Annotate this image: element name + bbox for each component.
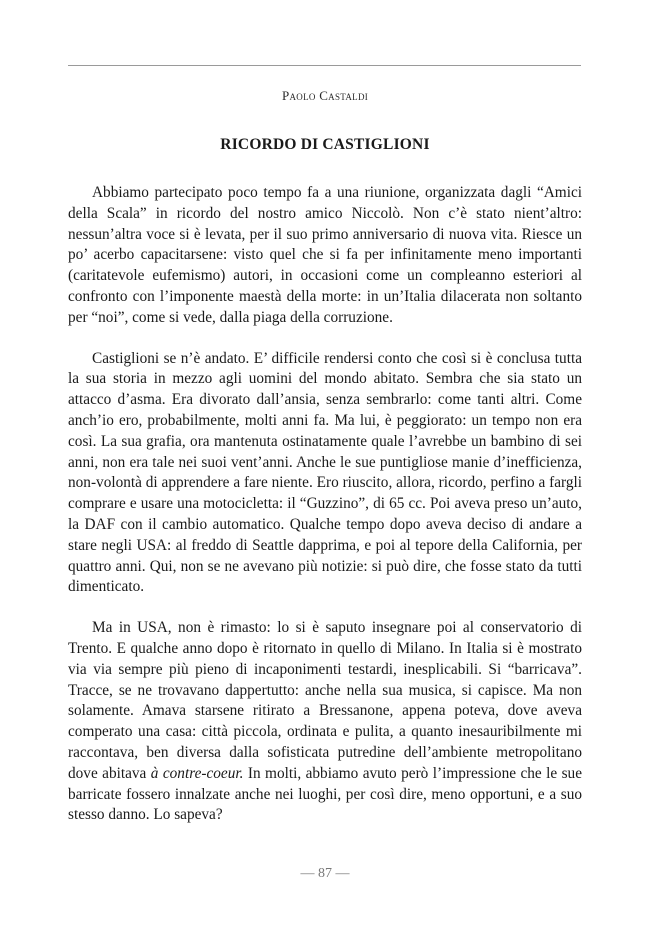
paragraph-text: Ma in USA, non è rimasto: lo si è saputo insegnare poi al conservatorio di Trento. E qualche anno dopo è ritornato in quello di Milano. In Italia si è mostrato via via sempre più pieno di incaponimenti testardi, inesplicabili. Si “barricava”. Tracce, se ne trovavano dappertutto: anche nella sua musica, si capisce. Ma non solamente. Amava starsene ritirato a Bressanone, appena poteva, dove aveva comperato una casa: città piccola, ordinata e pulita, a quanto inesauribilmente mi raccontava, ben diversa dalla sofisticata putredine dell’ambiente metropolitano dove abitava xyxy=(68,619,582,782)
paragraph-3 xyxy=(68,618,582,826)
paragraph-text: Castiglioni se n’è andato. E’ difficile rendersi conto che così si è conclusa tutta la sua storia in mezzo agli uomini del mondo abitato. Sembra che sia stato un attacco d’asma. Era divorato dall’ansia, senza sembrarlo: come tanti altri. Come anch’io ero, probabilmente, molti anni fa. Ma lui, è peggiorato: un tempo non era così. La sua grafia, ora mantenuta ostinatamente quale l’avrebbe un bambino di sei anni, non era tale nei suoi vent’anni. Anche le sue puntigliose manie d’inefficienza, non-volontà di apprendere a fare niente. Ero riuscito, allora, ricordo, perfino a fargli comprare e usare una motocicletta: il “Guzzino”, di 65 cc. Poi aveva preso un’auto, la DAF con il cambio automatico. Qualche tempo dopo aveva deciso di andare a stare negli USA: al freddo di Seattle dapprima, e poi al tepore della California, per quattro anni. Qui, non se ne avevano più notizie: si può dire, che fosse stato da tutti dimenticato. xyxy=(68,349,582,596)
page-number: — 87 — xyxy=(300,866,350,881)
paragraph-text-end: In molti, abbiamo avuto però l’impressione che le sue barricate fossero innalzate anche nei luoghi, per così dire, meno opportuni, e a suo stesso danno. Lo sapeva? xyxy=(68,764,582,824)
article-title: RICORDO DI CASTIGLIONI xyxy=(220,136,430,153)
paragraph-2 xyxy=(68,349,582,599)
author-name: Paolo Castaldi xyxy=(281,88,369,103)
article-body xyxy=(68,183,582,826)
paragraph-text: Abbiamo partecipato poco tempo fa a una riunione, organizzata dagli “Amici della Scala” in ricordo del nostro amico Niccolò. Non c’è stato nient’altro: nessun’altra voce si è levata, per il suo primo anniversario di nuova vita. Riesce un po’ acerbo capacitarsene: visto quel che si fa per infinitamente meno importanti (caritatevole eufemismo) autori, in occasioni come un compleanno esteriori al confronto con l’imponente maestà della morte: in un’Italia dilacerata non soltanto per “noi”, come si vede, dalla piaga della corruzione. xyxy=(68,184,582,326)
paragraph-1 xyxy=(68,183,582,329)
paragraph-emphasis: à contre-coeur. xyxy=(150,764,244,782)
header-rule xyxy=(68,65,581,66)
